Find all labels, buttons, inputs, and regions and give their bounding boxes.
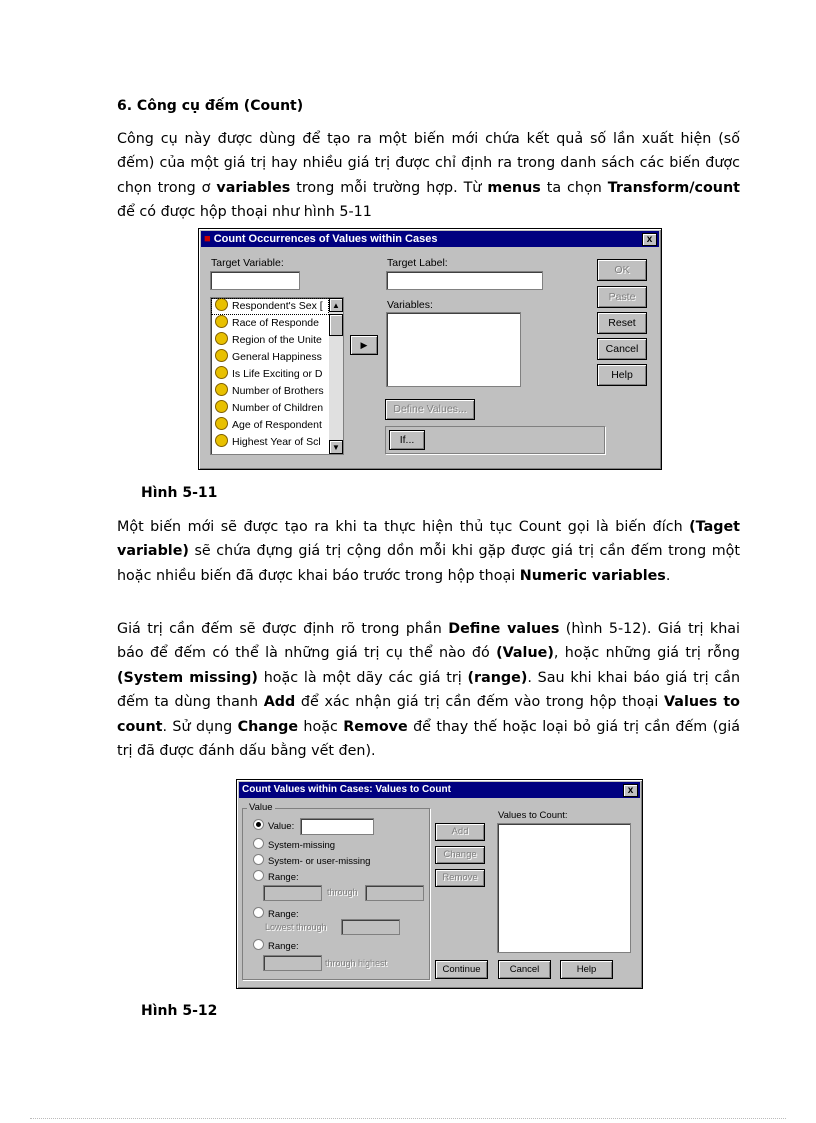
continue-button[interactable]: Continue: [435, 960, 488, 979]
variable-label: Highest Year of Scl: [232, 436, 321, 448]
range-radio-2[interactable]: Range:: [253, 907, 299, 920]
through-highest-label: through highest: [325, 958, 388, 968]
value-group-label: Value: [249, 802, 273, 813]
scroll-thumb[interactable]: [329, 314, 343, 336]
variables-label: Variables:: [387, 299, 433, 311]
values-to-count-list[interactable]: [497, 823, 631, 953]
change-button[interactable]: Change: [435, 846, 485, 864]
range2-input[interactable]: [341, 919, 400, 935]
variable-icon: [215, 332, 228, 345]
list-scrollbar[interactable]: [329, 298, 343, 454]
radio-icon[interactable]: [253, 854, 264, 865]
variable-list-item[interactable]: [211, 400, 343, 417]
figure-caption-2: Hình 5-12: [141, 1003, 218, 1019]
add-button[interactable]: Add: [435, 823, 485, 841]
figure-caption-1: Hình 5-11: [141, 485, 218, 501]
move-variable-button[interactable]: ▶: [350, 335, 378, 355]
app-icon: ■: [204, 233, 211, 245]
range1-from-input[interactable]: [263, 885, 322, 901]
variable-list-item[interactable]: [211, 417, 343, 434]
source-variable-list[interactable]: [210, 297, 344, 455]
help-button[interactable]: Help: [560, 960, 613, 979]
dialog-titlebar: ■ Count Occurrences of Values within Cases x: [201, 231, 659, 247]
values-to-count-label: Values to Count:: [498, 810, 568, 821]
value-input[interactable]: [300, 818, 374, 835]
radio-icon[interactable]: [253, 939, 264, 950]
close-icon[interactable]: x: [623, 784, 638, 797]
variable-list-item[interactable]: [211, 315, 343, 332]
page-bottom-border: [30, 1118, 786, 1119]
radio-selected-icon[interactable]: [253, 819, 264, 830]
reset-button[interactable]: Reset: [597, 312, 647, 334]
variable-label: Number of Children: [232, 402, 324, 414]
target-label-label: Target Label:: [387, 257, 448, 269]
variable-label: Age of Respondent: [232, 419, 322, 431]
define-values-button[interactable]: Define Values...: [385, 399, 475, 420]
variable-list-item[interactable]: [211, 349, 343, 366]
paragraph-3: Giá trị cần đếm sẽ được định rõ trong phần Define values (hình 5-12). Giá trị khai báo để đếm có thể là những giá trị cụ thể nào đó (Value), hoặc những giá trị rỗng (System missing) hoặc là một dãy các giá trị (range). Sau khi khai báo giá trị cần đếm ta dùng thanh Add để xác nhận giá trị cần đếm vào trong hộp thoại Values to count. Sử dụng Change hoặc Remove để thay thế hoặc loại bỏ giá trị cần đếm (giá trị đã được đánh dấu bằng vết đen).: [117, 621, 741, 760]
radio-icon[interactable]: [253, 870, 264, 881]
radio-icon[interactable]: [253, 838, 264, 849]
if-button[interactable]: If...: [389, 430, 425, 450]
dialog2-titlebar: Count Values within Cases: Values to Count x: [239, 782, 640, 798]
variables-list[interactable]: [386, 312, 521, 387]
range-radio-1[interactable]: Range:: [253, 870, 299, 883]
paragraph-2: Một biến mới sẽ được tạo ra khi ta thực hiện thủ tục Count gọi là biến đích (Taget variable) sẽ chứa đựng giá trị cộng dồn mỗi khi gặp được giá trị cần đếm trong một hoặc nhiều biến đã được khai báo trước trong hộp thoại Numeric variables.: [117, 519, 740, 584]
variable-icon: [215, 434, 228, 447]
system-user-missing-radio[interactable]: System- or user-missing: [253, 854, 370, 867]
variable-label: Number of Brothers: [232, 385, 324, 397]
variable-icon: [215, 349, 228, 362]
value-radio[interactable]: Value:: [253, 819, 294, 832]
variable-label: Race of Responde: [232, 317, 319, 329]
scroll-down-icon[interactable]: ▼: [329, 440, 343, 454]
range-radio-3[interactable]: Range:: [253, 939, 299, 952]
variable-icon: [215, 366, 228, 379]
variable-label: Is Life Exciting or D: [232, 368, 323, 380]
variable-icon: [215, 417, 228, 430]
close-icon[interactable]: x: [642, 233, 657, 246]
remove-button[interactable]: Remove: [435, 869, 485, 887]
ok-button[interactable]: OK: [597, 259, 647, 281]
through-label: through: [327, 887, 358, 897]
paragraph-1: Công cụ này được dùng để tạo ra một biến mới chứa kết quả số lần xuất hiện (số đếm) của một giá trị hay nhiều giá trị được chỉ định ra trong danh sách các biến được chọn trong ơ variables trong mỗi trường hợp. Từ menus ta chọn Transform/count để có được hộp thoại như hình 5-11: [117, 131, 740, 221]
system-missing-radio[interactable]: System-missing: [253, 838, 335, 851]
variable-list-item[interactable]: [211, 434, 343, 451]
range3-input[interactable]: [263, 955, 322, 971]
section-heading: 6. Công cụ đếm (Count): [117, 98, 304, 114]
variable-label: Respondent's Sex [: [232, 300, 323, 312]
variable-list-item[interactable]: [211, 298, 329, 315]
help-button[interactable]: Help: [597, 364, 647, 386]
target-variable-input[interactable]: [210, 271, 300, 290]
target-label-input[interactable]: [386, 271, 543, 290]
variable-icon: [215, 383, 228, 396]
variable-label: Region of the Unite: [232, 334, 322, 346]
scroll-up-icon[interactable]: ▲: [329, 298, 343, 312]
target-variable-label: Target Variable:: [211, 257, 284, 269]
variable-icon: [215, 400, 228, 413]
variable-list-item[interactable]: [211, 332, 343, 349]
paste-button[interactable]: Paste: [597, 286, 647, 308]
range1-to-input[interactable]: [365, 885, 424, 901]
count-occurrences-dialog: [198, 228, 662, 470]
variable-list-item[interactable]: [211, 383, 343, 400]
variable-list-item[interactable]: [211, 366, 343, 383]
lowest-through-label: Lowest through: [265, 922, 327, 932]
variable-label: General Happiness: [232, 351, 322, 363]
values-to-count-dialog: [236, 779, 643, 989]
variable-icon: [215, 315, 228, 328]
cancel-button[interactable]: Cancel: [597, 338, 647, 360]
variable-icon: [215, 298, 228, 311]
cancel-button[interactable]: Cancel: [498, 960, 551, 979]
radio-icon[interactable]: [253, 907, 264, 918]
